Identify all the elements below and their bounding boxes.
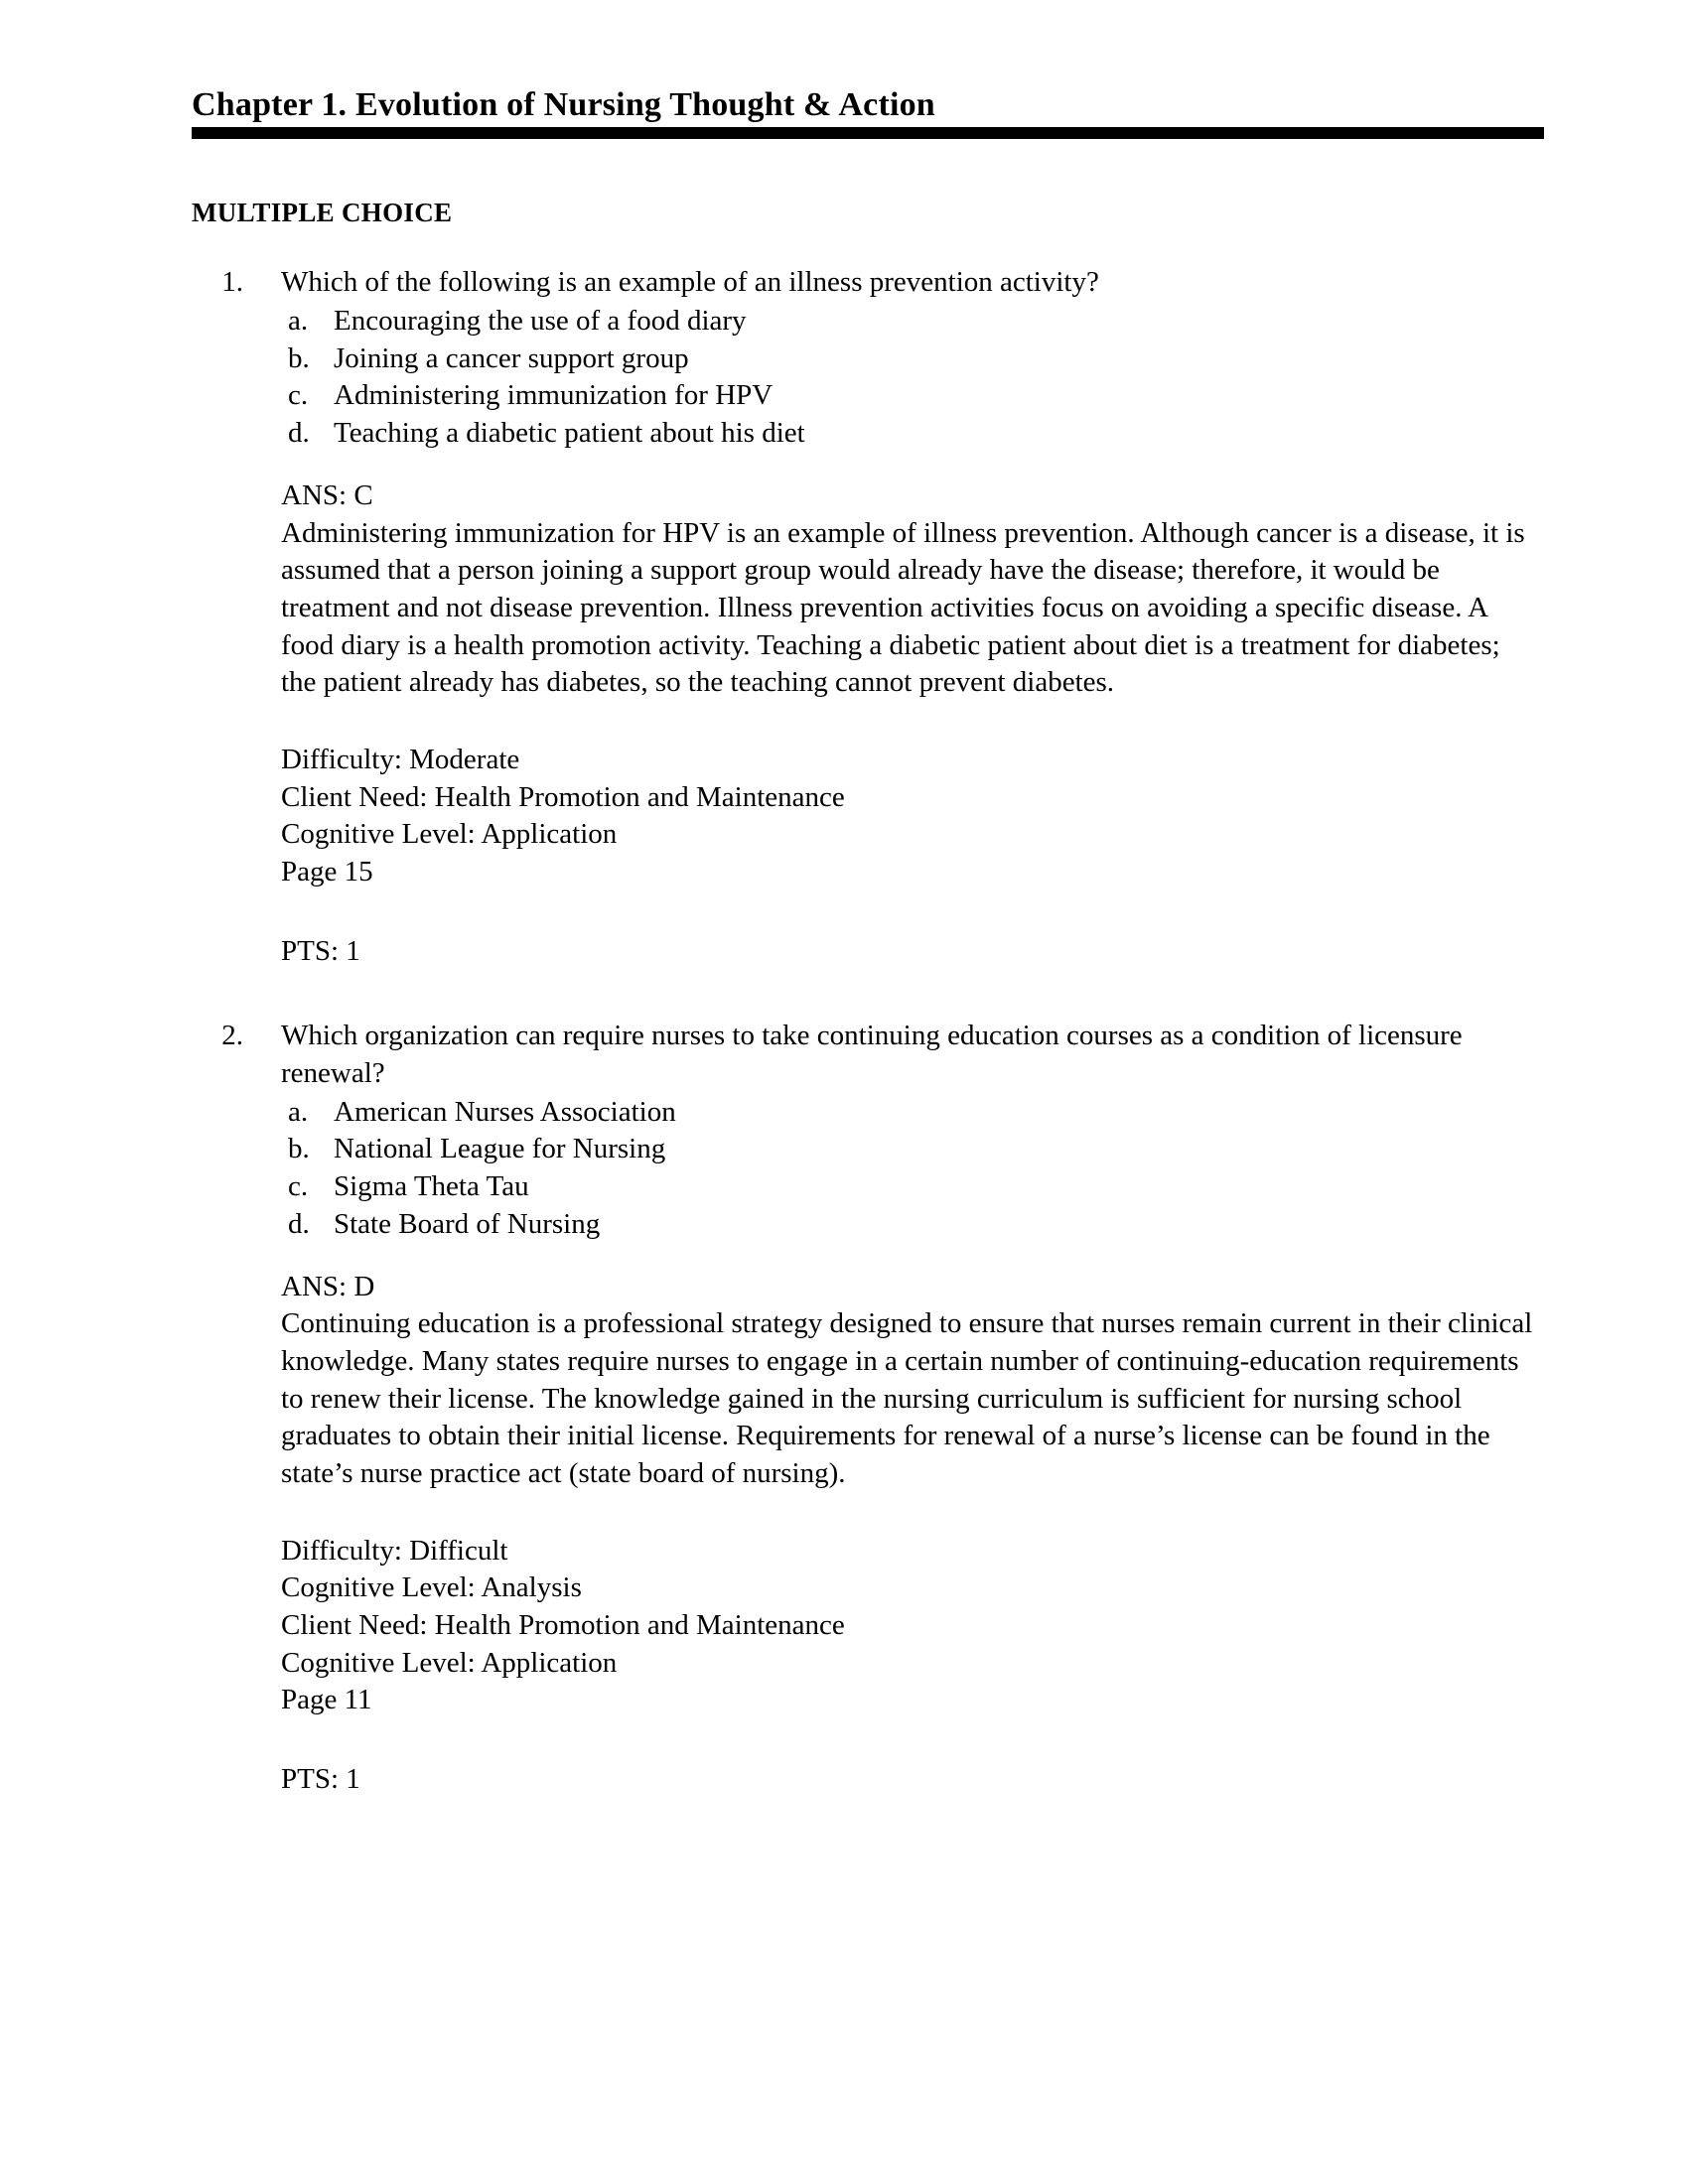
answer-option-b[interactable]: [288, 1131, 1532, 1168]
answer-option-d[interactable]: [288, 415, 1532, 453]
option-text: American Nurses Association: [334, 1095, 676, 1128]
question-text: Which of the following is an example of an illness prevention activity?: [281, 266, 1099, 299]
question-stem: [192, 264, 1532, 302]
option-letter: a.: [288, 1095, 309, 1128]
section-heading-multiple-choice: MULTIPLE CHOICE: [192, 198, 453, 227]
meta-difficulty: Difficulty: Moderate: [281, 743, 520, 775]
answer-option-c[interactable]: [288, 1168, 1532, 1206]
question-text: Which organization can require nurses to take continuing education courses as a condition of licensure renewal?: [281, 1020, 1463, 1090]
question-item: [192, 1018, 1532, 1798]
option-text: Teaching a diabetic patient about his diet: [334, 417, 805, 450]
points-line: PTS: 1: [281, 934, 360, 967]
question-number: 1.: [221, 266, 243, 299]
meta-cognitive-level: Cognitive Level: Application: [281, 1646, 618, 1679]
answer-rationale: Administering immunization for HPV is an example of illness prevention. Although cancer is a disease, it is assumed that a person joining a support group would already have the disease; therefore, it would be treatment and not disease prevention. Illness prevention activities focus on avoiding a specific disease. A food diary is a health promotion activity. Teaching a diabetic patient about diet is a treatment for diabetes; the patient already has diabetes, so the teaching cannot prevent diabetes.: [281, 516, 1525, 699]
answer-option-a[interactable]: [288, 303, 1532, 341]
option-text: State Board of Nursing: [334, 1207, 601, 1240]
answer-option-d[interactable]: [288, 1206, 1532, 1244]
header-divider-rule: [192, 127, 1544, 139]
question-number: 2.: [221, 1020, 243, 1052]
option-text: Sigma Theta Tau: [334, 1170, 529, 1203]
answer-option-a[interactable]: [288, 1094, 1532, 1132]
question-answer-block: [281, 478, 1534, 971]
option-letter: d.: [288, 1207, 310, 1240]
answer-option-list: [192, 1094, 1532, 1244]
answer-option-list: [192, 303, 1532, 453]
option-letter: b.: [288, 1133, 310, 1165]
answer-option-b[interactable]: [288, 341, 1532, 378]
option-text: Joining a cancer support group: [334, 341, 689, 374]
page-header: [192, 87, 1544, 139]
answer-rationale: Continuing education is a professional strategy designed to ensure that nurses remain current in their clinical knowledge. Many states require nurses to engage in a certain number of continuing-education requirements to renew their license. The knowledge gained in the nursing curriculum is sufficient for nursing school graduates to obtain their initial license. Requirements for renewal of a nurse’s license can be found in the state’s nurse practice act (state board of nursing).: [281, 1307, 1533, 1489]
option-letter: c.: [288, 379, 309, 412]
answer-option-c[interactable]: [288, 377, 1532, 415]
option-letter: c.: [288, 1170, 309, 1203]
meta-client-need: Client Need: Health Promotion and Maintenance: [281, 780, 845, 813]
meta-difficulty: Difficulty: Difficult: [281, 1534, 508, 1567]
question-stem: [192, 1018, 1532, 1092]
meta-client-need: Client Need: Health Promotion and Maintenance: [281, 1609, 845, 1642]
question-metadata: [281, 742, 1534, 891]
points-line: PTS: 1: [281, 1763, 360, 1796]
document-body: [0, 197, 1688, 1799]
option-letter: b.: [288, 341, 310, 374]
option-letter: d.: [288, 417, 310, 450]
chapter-title: Chapter 1. Evolution of Nursing Thought & Action: [192, 86, 935, 123]
option-text: Encouraging the use of a food diary: [334, 305, 747, 338]
answer-key-line: ANS: C: [281, 478, 373, 511]
answer-key-line: ANS: D: [281, 1270, 375, 1302]
option-text: Administering immunization for HPV: [334, 379, 774, 412]
meta-cognitive-level: Cognitive Level: Application: [281, 818, 618, 851]
option-letter: a.: [288, 305, 309, 338]
meta-page-reference: Page 15: [281, 856, 373, 888]
meta-page-reference: Page 11: [281, 1684, 372, 1716]
question-spacer: [0, 970, 1688, 1018]
question-metadata: [281, 1533, 1534, 1719]
option-text: National League for Nursing: [334, 1133, 666, 1165]
meta-cognitive-level-analysis: Cognitive Level: Analysis: [281, 1571, 582, 1604]
question-answer-block: [281, 1269, 1534, 1799]
question-item: [192, 264, 1532, 970]
